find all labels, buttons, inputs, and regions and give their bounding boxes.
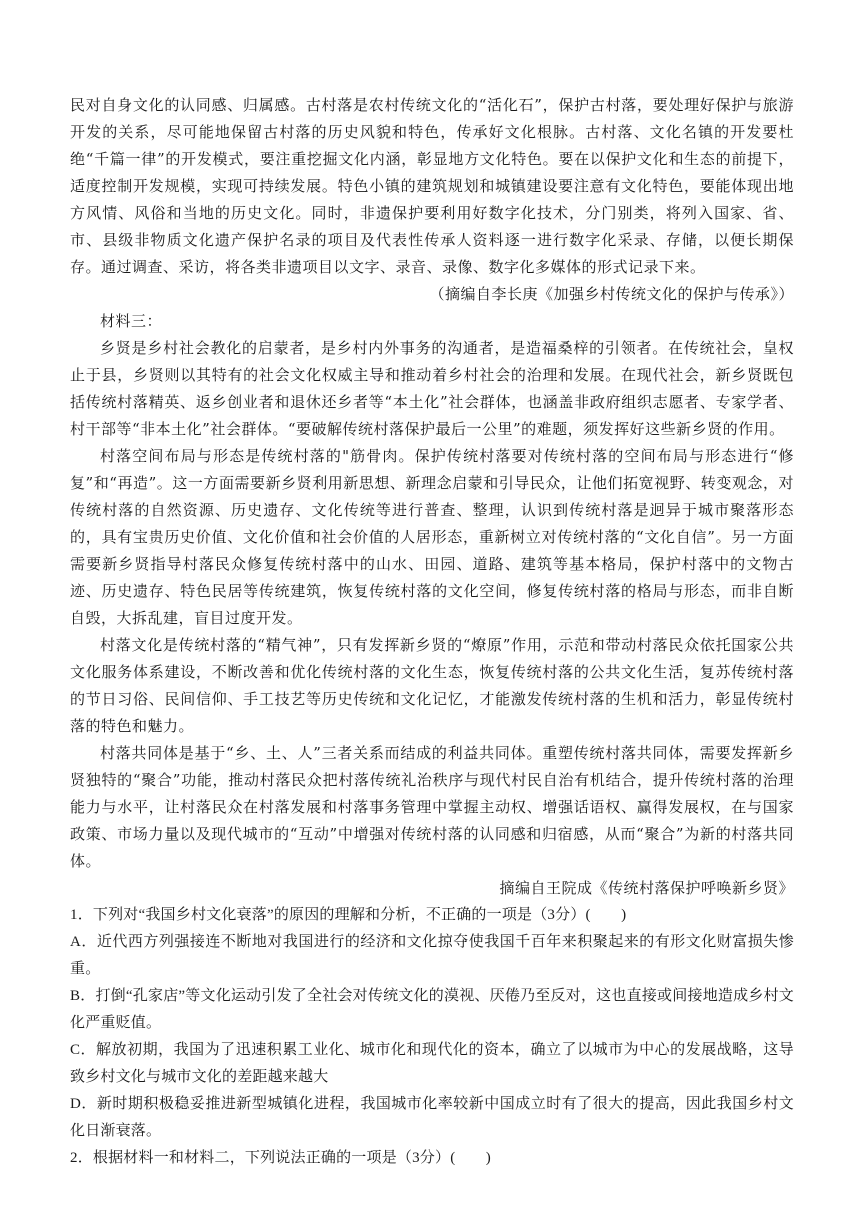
material3-paragraph: 村落空间布局与形态是传统村落的"筋骨肉。保护传统村落要对传统村落的空间布局与形态进行“修复”和“再造”。这一方面需要新乡贤利用新思想、新理念启蒙和引导民众，让他们拓宽视野、转变观念，对传统村落的自然资源、历史遗存、文化传统等进行普查、整理，认识到传统村落是迥异于城市聚落形态的，具有宝贵历史价值、文化价值和社会价值的人居形态，重新树立对传统村落的“文化自信”。另一方面需要新乡贤指导村落民众修复传统村落中的山水、田园、道路、建筑等基本格局，保护村落中的文物古迹、历史遗存、特色民居等传统建筑，恢复传统村落的文化空间，修复传统村落的格局与形态，而非自断自毁，大拆乱建，盲目过度开发。 <box>70 447 794 627</box>
question-1-option-b: B．打倒“孔家店”等文化运动引发了全社会对传统文化的漠视、厌倦乃至反对，这也直接或间接地造成乡村文化严重贬值。 <box>70 988 794 1031</box>
material3-paragraph: 乡贤是乡村社会教化的启蒙者，是乡村内外事务的沟通者，是造福桑梓的引领者。在传统社会，皇权止于县，乡贤则以其特有的社会文化权威主导和推动着乡村社会的治理和发展。在现代社会，新乡贤既包括传统村落精英、返乡创业者和退休还乡者等“本土化”社会群体，也涵盖非政府组织志愿者、专家学者、村干部等“非本土化”社会群体。“要破解传统村落保护最后一公里”的难题，须发挥好这些新乡贤的作用。 <box>70 339 794 438</box>
question-1-option-d: D．新时期积极稳妥推进新型城镇化进程，我国城市化率较新中国成立时有了很大的提高，因此我国乡村文化日渐衰落。 <box>70 1096 794 1139</box>
question-1-option-c: C．解放初期，我国为了迅速积累工业化、城市化和现代化的资本，确立了以城市为中心的发展战略，这导致乡村文化与城市文化的差距越来越大 <box>70 1042 794 1085</box>
question-1-option-a: A．近代西方列强接连不断地对我国进行的经济和文化掠夺使我国千百年来积聚起来的有形文化财富损失惨重。 <box>70 934 794 977</box>
document-body <box>70 92 794 1172</box>
material3-source: 摘编自王院成《传统村落保护呼唤新乡贤》 <box>499 879 794 897</box>
material3-label: 材料三： <box>100 312 163 330</box>
material2-source: （摘编自李长庚《加强乡村传统文化的保护与传承》） <box>429 285 794 303</box>
question-2-stem: 2．根据材料一和材料二，下列说法正确的一项是（3分）( ) <box>70 1150 491 1166</box>
question-1-stem: 1．下列对“我国乡村文化衰落”的原因的理解和分析，不正确的一项是（3分）( ) <box>70 907 627 923</box>
material3-paragraph: 村落共同体是基于“乡、土、人”三者关系而结成的利益共同体。重塑传统村落共同体，需要发挥新乡贤独特的“聚合”功能，推动村落民众把村落传统礼治秩序与现代村民自治有机结合，提升传统村落的治理能力与水平，让村落民众在村落发展和村落事务管理中掌握主动权、增强话语权、赢得发展权，在与国家政策、市场力量以及现代城市的“互动”中增强对传统村落的认同感和归宿感，从而“聚合”为新的村落共同体。 <box>70 744 794 870</box>
material2-tail-paragraph: 民对自身文化的认同感、归属感。古村落是农村传统文化的“活化石”，保护古村落，要处理好保护与旅游开发的关系，尽可能地保留古村落的历史风貌和特色，传承好文化根脉。古村落、文化名镇的开发要杜绝“千篇一律”的开发模式，要注重挖掘文化内涵，彰显地方文化特色。要在以保护文化和生态的前提下，适度控制开发规模，实现可持续发展。特色小镇的建筑规划和城镇建设要注意有文化特色，要能体现出地方风情、风俗和当地的历史文化。同时，非遗保护要利用好数字化技术，分门别类，将列入国家、省、市、县级非物质文化遗产保护名录的项目及代表性传承人资料逐一进行数字化采录、存储，以便长期保存。通过调查、采访，将各类非遗项目以文字、录音、录像、数字化多媒体的形式记录下来。 <box>70 96 794 276</box>
material3-paragraph: 村落文化是传统村落的“精气神”，只有发挥新乡贤的“燎原”作用，示范和带动村落民众依托国家公共文化服务体系建设，不断改善和优化传统村落的文化生态，恢复传统村落的公共文化生活，复苏传统村落的节日习俗、民间信仰、手工技艺等历史传统和文化记忆，才能激发传统村落的生机和活力，彰显传统村落的特色和魅力。 <box>70 636 794 735</box>
